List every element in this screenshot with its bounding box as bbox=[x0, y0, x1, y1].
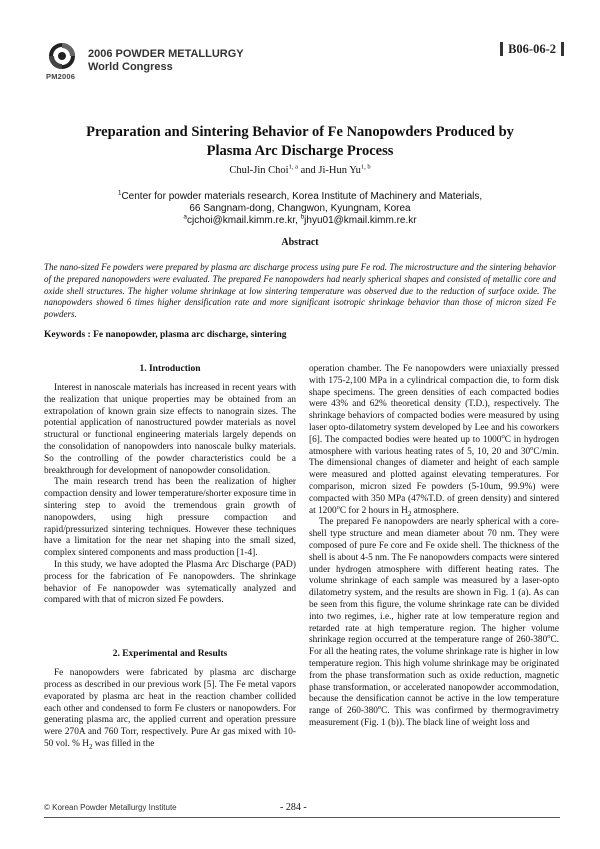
title-line-2: Plasma Arc Discharge Process bbox=[206, 143, 394, 159]
intro-paragraph-3: In this study, we have adopted the Plasma Arc Discharge (PAD) process for the fabrication of Fe nanopowders. The shrinkage behavior of Fe nanopowder was sytematically analyzed and compared with that of micron sized Fe powders. bbox=[44, 559, 296, 606]
h2-subscript: 2 bbox=[88, 742, 93, 751]
logo-text: PM2006 bbox=[46, 72, 76, 81]
intro-paragraph-2: The main research trend has been the realization of higher compaction density and lower temperature/shorter exposure time in sintering step to avoid the tremendous grain growth of nanopowders, using high pressure compaction and rapid/pressurized sintering techniques. However these techniques have a limitation for the near net shaping into the small sized, complex sintered components and mass production [1-4]. bbox=[44, 477, 296, 559]
left-column bbox=[44, 364, 296, 751]
paper-title bbox=[40, 123, 560, 161]
section-2-heading: 2. Experimental and Results bbox=[112, 649, 228, 660]
conference-name bbox=[88, 48, 244, 74]
affiliation bbox=[40, 191, 560, 227]
right-paragraph-1 bbox=[309, 364, 559, 517]
degree-sign: o bbox=[501, 432, 505, 440]
conference-header bbox=[44, 42, 564, 87]
right-paragraph-2 bbox=[309, 517, 559, 729]
right-column bbox=[309, 364, 559, 730]
conference-line-1: 2006 POWDER METALLURGY bbox=[88, 48, 244, 60]
degree-sign: o bbox=[547, 633, 551, 641]
author-list bbox=[40, 165, 560, 176]
author-2: Ji-Hun Yu bbox=[318, 165, 361, 176]
affiliation-line-1: Center for powder materials research, Korea Institute of Machinery and Materials, bbox=[121, 191, 483, 202]
experimental-text: Fe nanopowders were fabricated by plasma arc discharge process as described in our previous work [5]. The Fe metal vapors evaporated by plasma arc heat in the reaction chamber collided each other and condensed to form Fe clusters or nanopowders. For generating plasma arc, the applied current and operation pressure were 270A and 760 Torr, respectively. Pure Ar gas mixed with 10-50 vol. % H bbox=[44, 668, 296, 749]
right-p1-part-a: operation chamber. The Fe nanopowders were uniaxially pressed with 175-2,100 MPa in a cylindrical compaction die, to form disk shape specimens. The green densities of each compacted bodies were 43% and 62% theoretical density (T.D.), respectively. The shrinkage behaviors of compacted bodies were measured by using laser opto-dilatometry system developed by Lee and his coworkers [6]. The compacted bodies were heated up to 1000 bbox=[309, 364, 559, 445]
title-line-1: Preparation and Sintering Behavior of Fe Nanopowders Produced by bbox=[86, 124, 514, 140]
section-1-heading: 1. Introduction bbox=[139, 364, 201, 374]
email-a-sup: a bbox=[183, 213, 188, 221]
experimental-paragraph-1 bbox=[44, 668, 296, 751]
author-1-affiliation: 1, a bbox=[288, 163, 298, 171]
affiliation-line-2: 66 Sangnam-dong, Changwon, Kyungnam, Korea bbox=[189, 203, 411, 214]
author-2-affiliation: 1, b bbox=[360, 163, 371, 171]
affiliation-sup: 1 bbox=[117, 189, 122, 197]
right-p2-part-c: C. This was confirmed by thermogravimetry measurement (Fig. 1 (b)). The black line of weight loss and bbox=[309, 706, 559, 728]
keywords: Keywords : Fe nanopowder, plasma arc discharge, sintering bbox=[44, 330, 287, 340]
paper-id-badge: B06-06-2 bbox=[500, 42, 564, 56]
footer-divider bbox=[44, 817, 560, 818]
abstract-heading: Abstract bbox=[281, 237, 319, 248]
right-p1-part-d: C for 2 hours in H bbox=[339, 505, 408, 516]
right-p2-part-b: C. For all the heating rates, the volume shrinkage rate is higher in low temperature region. This high volume shrinkage may be originated from the phase transformation such as oxide reduction, magnetic phase transformation, or accelerated nanopowder accommodation, because the densification cannot be active in the low temperature range of 260-380 bbox=[309, 635, 559, 717]
right-p1-part-b: C in hydrogen atmosphere with various heating rates of 5, 10, 20 and 30 bbox=[309, 434, 560, 457]
degree-sign: o bbox=[336, 503, 340, 511]
experimental-text-tail: was filled in the bbox=[92, 738, 155, 749]
intro-paragraph-1: Interest in nanoscale materials has increased in recent years with the realization that unique properties may be obtained from an extrapolation of known grain size effects to nanograin sizes. The potential application of nanostructured powder materials as novel structural or functional engineering materials largely depends on the consolidation of nanopowders into nanoscale bulky materials. So the controlling of the powder characteristics could be a breakthrough for development of nanopowder consolidation. bbox=[44, 383, 296, 476]
abstract-text: The nano-sized Fe powders were prepared by plasma arc discharge process using pure Fe rod. The microstructure and the sintering behavior of the prepared nanopowders were evaluated. The prepared Fe nanopowders had nearly spherical shapes and consisted of metallic core and oxide shell structures. The higher volume shrinkage at low sintering temperature was observed due to the reduction of surface oxide. The nanopowders showed 6 times higher densification rate and more significant isotropic shrinkage behavior than those of micron sized Fe powders. bbox=[44, 262, 556, 320]
email-a-link[interactable]: cjchoi@kmail.kimm.re.kr, bbox=[187, 215, 298, 226]
right-p1-part-e: atmosphere. bbox=[411, 505, 459, 516]
right-p1-part-c: C/min. The dimensional changes of diameter and height of each sample were measured and plotted against elevating temperatures. For comparison, micron sized Fe powders (5-10um, 99.9%) were compacted with 350 MPa (47%T.D. of green density) and sintered at 1200 bbox=[309, 446, 559, 516]
email-b-sup: b bbox=[300, 213, 305, 221]
email-b-link[interactable]: jhyu01@kmail.kimm.re.kr bbox=[304, 215, 417, 226]
h2-subscript: 2 bbox=[407, 509, 412, 518]
page-number: - 284 - bbox=[280, 802, 307, 813]
author-1: Chul-Jin Choi bbox=[229, 165, 289, 176]
degree-sign: o bbox=[530, 444, 534, 452]
author-connector: and bbox=[297, 165, 319, 176]
right-p2-part-a: The prepared Fe nanopowders are nearly spherical with a core-shell type structure and mean diameter about 70 nm. They were composed of pure Fe core and Fe oxide shell. The thickness of the shell is about 4-5 nm. The Fe nanopowders compacts were sintered under hydrogen atmosphere with different heating rates. The volume shrinkage of each sample was measured by a laser-opto dilatometry system, and the results are shown in Fig. 1 (a). As can be seen from this figure, the volume shrinkage rate can be divided into two regimes, i.e., higher rate at low temperature region and retarded rate at high temperature region. The higher volume shrinkage region occurred at the temperature range of 260-380 bbox=[309, 517, 560, 646]
conference-line-2: World Congress bbox=[88, 61, 173, 73]
copyright-notice: © Korean Powder Metallurgy Institute bbox=[44, 803, 177, 812]
degree-sign: o bbox=[377, 704, 382, 712]
